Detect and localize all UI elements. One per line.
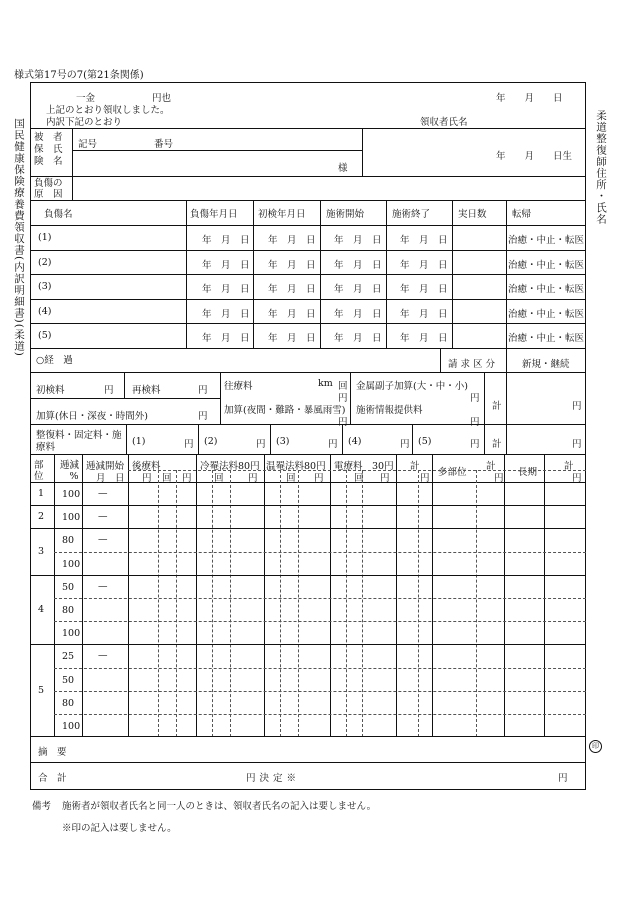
breakdown-line: 内訳下記のとおり: [46, 117, 123, 128]
col-outcome: 転帰: [512, 209, 532, 220]
injury-row-date: 年 月 日: [334, 235, 382, 246]
metal-splint-label: 金属副子加算(大・中・小): [356, 381, 468, 392]
detail-part-number: 3: [38, 545, 45, 557]
h-start-sub: 月 日: [96, 473, 125, 484]
seifuku-item-yen: 円: [184, 439, 194, 450]
amount-suffix: 円也: [152, 93, 172, 104]
h-multi-sum: 計: [486, 461, 496, 472]
injury-row-date: 年 月 日: [400, 284, 448, 296]
amount-prefix: 一金: [76, 93, 96, 104]
injury-row-line: [30, 250, 586, 251]
surcharge-night-label: 加算(夜間・難路・暴風雨雪): [224, 405, 346, 416]
house-call-fee-label: 往療料: [224, 381, 253, 392]
h-cold: 冷罨法料80円: [200, 461, 260, 472]
h-long-sum: 計: [564, 461, 574, 472]
detail-sub-unit: 円: [494, 473, 504, 484]
detail-col-dash: [230, 470, 231, 737]
detail-sub-unit: 円: [182, 473, 192, 484]
col-injury-name: 負傷名: [44, 209, 73, 220]
injury-row-date: 年 月 日: [268, 333, 316, 345]
h-long: 長期: [518, 467, 538, 478]
surcharge-holiday-yen: 円: [198, 411, 208, 422]
seal-stamp: 印: [589, 740, 602, 753]
decided-label: 円決定※: [246, 773, 301, 784]
surcharge-holiday-label: 加算(休日・深夜・時間外): [36, 411, 148, 422]
detail-rate: 100: [62, 558, 81, 570]
h-warm: 温罨法料80円: [266, 461, 326, 472]
detail-dash: —: [98, 580, 108, 592]
total-label: 合 計: [38, 773, 67, 784]
detail-part-number: 5: [38, 684, 45, 696]
seifuku-item-label: (5): [418, 436, 432, 447]
detail-dash: —: [98, 534, 108, 546]
injury-cause-label: 負傷の 原 因: [34, 178, 63, 200]
progress-label: ○経 過: [36, 355, 73, 366]
detail-rate: 50: [62, 581, 75, 593]
detail-col-dash: [418, 470, 419, 737]
notes-prefix: 備考: [32, 801, 52, 812]
detail-sub-unit: 回: [354, 473, 364, 484]
seifuku-item-label: (1): [132, 436, 146, 447]
detail-group-line: [30, 505, 586, 506]
notes-line2: ※印の記入は要しません。: [62, 823, 177, 834]
detail-sub-unit: 円: [420, 473, 430, 484]
injury-row-outcome: 治癒・中止・転医: [508, 333, 585, 345]
injury-row-name: (2): [38, 256, 52, 268]
injury-row-name: (4): [38, 305, 52, 317]
seifuku-divider: [198, 424, 199, 454]
detail-rate: 50: [62, 674, 75, 686]
h-part: 部 位: [34, 460, 44, 482]
house-call-times: 回: [338, 381, 348, 392]
notes-line1: 施術者が領収者氏名と同一人のときは、領収者氏名の記入は要しません。: [62, 801, 377, 812]
detail-col-dash: [346, 470, 347, 737]
h-sum: 計: [410, 461, 420, 472]
form-number: 様式第17号の7(第21条関係): [14, 70, 144, 81]
detail-sub-unit: 円: [314, 473, 324, 484]
detail-sub-unit: 回: [162, 473, 172, 484]
injury-row-date: 年 月 日: [400, 308, 448, 320]
total-yen: 円: [558, 773, 568, 784]
injury-row-date: 年 月 日: [400, 259, 448, 271]
detail-dash: —: [98, 488, 108, 499]
surcharge-night-yen: 円: [338, 417, 348, 428]
injury-row-date: 年 月 日: [202, 284, 250, 296]
seifuku-total-yen: 円: [572, 439, 582, 450]
detail-col-dash: [176, 470, 177, 737]
detail-col-line: [196, 454, 197, 737]
birth-date: 年 月 日生: [496, 151, 573, 162]
revisit-yen: 円: [198, 385, 208, 396]
h-multi: 多部位: [438, 467, 467, 478]
detail-col-line: [264, 454, 265, 737]
detail-col-dash: [298, 470, 299, 737]
info-fee-label: 施術情報提供料: [356, 405, 423, 416]
injury-row-date: 年 月 日: [334, 284, 382, 296]
h-elec: 電療料 30円: [334, 461, 394, 472]
seifuku-total-label: 計: [492, 439, 502, 450]
detail-rate: 100: [62, 512, 81, 524]
injury-row-date: 年 月 日: [400, 333, 448, 345]
seifuku-item-yen: 円: [256, 439, 266, 450]
house-call-yen: 円: [338, 393, 348, 404]
detail-inner-dash: [54, 552, 586, 553]
h-start: 逓減開始: [86, 461, 125, 472]
detail-sub-dash: [128, 470, 586, 471]
detail-inner-dash: [54, 598, 586, 599]
detail-part-number: 1: [38, 487, 45, 499]
detail-sub-unit: 回: [286, 473, 296, 484]
injury-row-outcome: 治癒・中止・転医: [508, 284, 585, 296]
detail-dash: —: [98, 650, 108, 662]
seifuku-divider: [342, 424, 343, 454]
seifuku-divider: [412, 424, 413, 454]
detail-col-dash: [362, 470, 363, 737]
detail-inner-dash: [54, 691, 586, 692]
received-line: 上記のとおり領収しました。: [46, 105, 170, 116]
detail-col-line: [504, 454, 505, 737]
detail-col-dash: [158, 470, 159, 737]
practitioner-address-name-label: 柔道整復師住所・氏名: [595, 110, 607, 225]
seifuku-item-label: (2): [204, 436, 218, 447]
injury-row-date: 年 月 日: [202, 259, 250, 271]
revisit-fee-label: 再検料: [132, 385, 161, 396]
injury-row-name: (5): [38, 330, 52, 342]
detail-sub-unit: 円: [248, 473, 258, 484]
kigo-label: 記号: [78, 139, 98, 150]
house-call-km: km: [318, 378, 333, 389]
seifuku-item-yen: 円: [328, 439, 338, 450]
injury-row-date: 年 月 日: [202, 308, 250, 320]
metal-splint-yen: 円: [470, 393, 480, 404]
injury-row-date: 年 月 日: [334, 333, 382, 345]
seifuku-item-yen: 円: [470, 439, 480, 450]
detail-inner-dash: [54, 668, 586, 669]
first-visit-fee-label: 初検料: [36, 385, 65, 396]
injury-row-line: [30, 299, 586, 300]
detail-col-line: [396, 454, 397, 737]
claim-category-label: 請求区分: [448, 359, 499, 370]
info-fee-yen: 円: [470, 417, 480, 428]
detail-rate: 80: [62, 605, 75, 616]
sama-label: 様: [338, 163, 348, 174]
detail-group-line: [30, 575, 586, 576]
injury-row-name: (1): [38, 232, 52, 243]
seifuku-label: 整復料・固定料・施 療料: [36, 430, 122, 453]
detail-col-dash: [280, 470, 281, 737]
injury-row-outcome: 治癒・中止・転医: [508, 259, 585, 271]
col-days: 実日数: [458, 209, 487, 220]
detail-inner-dash: [54, 714, 586, 715]
col-injury-date: 負傷年月日: [190, 209, 238, 220]
detail-inner-dash: [54, 621, 586, 622]
detail-sub-unit: 円: [142, 473, 152, 484]
bango-label: 番号: [154, 139, 174, 150]
first-visit-yen: 円: [104, 385, 114, 396]
detail-col-line: [544, 454, 545, 737]
detail-col-dash: [476, 470, 477, 737]
receiver-name-label: 領収者氏名: [420, 117, 468, 128]
detail-rate: 100: [62, 628, 81, 640]
claim-category-value: 新規・継続: [522, 359, 570, 370]
seifuku-item-label: (4): [348, 436, 362, 447]
injury-row-date: 年 月 日: [268, 308, 316, 320]
injury-row-date: 年 月 日: [334, 259, 382, 271]
seifuku-divider: [270, 424, 271, 454]
detail-part-number: 2: [38, 510, 45, 522]
injury-row-date: 年 月 日: [268, 259, 316, 271]
fees-total-yen: 円: [572, 401, 582, 412]
detail-sub-unit: 回: [214, 473, 224, 484]
detail-col-line: [330, 454, 331, 737]
col-end: 施術終了: [392, 209, 431, 220]
col-start: 施術開始: [326, 209, 365, 220]
injury-row-name: (3): [38, 281, 52, 293]
detail-col-line: [128, 454, 129, 737]
injury-row-date: 年 月 日: [268, 284, 316, 296]
injury-row-outcome: 治癒・中止・転医: [508, 308, 585, 320]
injury-row-line: [30, 274, 586, 275]
h-after: 後療料: [132, 461, 161, 472]
detail-rate: 25: [62, 651, 75, 663]
detail-rate: 80: [62, 535, 75, 547]
injury-row-date: 年 月 日: [334, 308, 382, 320]
detail-rate: 100: [62, 721, 81, 732]
detail-col-dash: [212, 470, 213, 737]
injury-row-date: 年 月 日: [268, 235, 316, 246]
seifuku-item-yen: 円: [400, 439, 410, 450]
detail-group-line: [30, 644, 586, 645]
injury-row-date: 年 月 日: [400, 235, 448, 246]
summary-label: 摘 要: [38, 747, 67, 758]
detail-part-number: 4: [38, 603, 45, 615]
receipt-date: 年 月 日: [496, 93, 563, 104]
detail-sub-unit: 円: [380, 473, 390, 484]
detail-rate: 80: [62, 697, 75, 709]
detail-col-line: [54, 454, 55, 737]
detail-sub-unit: 円: [572, 473, 582, 484]
col-first-exam: 初検年月日: [258, 209, 306, 220]
detail-group-line: [30, 528, 586, 529]
injury-row-line: [30, 323, 586, 324]
injury-row-date: 年 月 日: [202, 333, 250, 345]
h-rate: 逓減 %: [60, 460, 80, 482]
detail-col-line: [432, 454, 433, 737]
injury-row-outcome: 治癒・中止・転医: [508, 235, 585, 246]
detail-dash: —: [98, 511, 108, 523]
detail-rate: 100: [62, 489, 81, 500]
insured-label: 被 者 保 氏 険 名: [34, 132, 63, 167]
fees-total-label: 計: [492, 401, 502, 412]
injury-row-date: 年 月 日: [202, 235, 250, 246]
detail-col-line: [82, 454, 83, 737]
form-title: 国民健康保険療養費領収書(内訳明細書)(柔道): [13, 118, 25, 357]
seifuku-item-label: (3): [276, 436, 290, 447]
